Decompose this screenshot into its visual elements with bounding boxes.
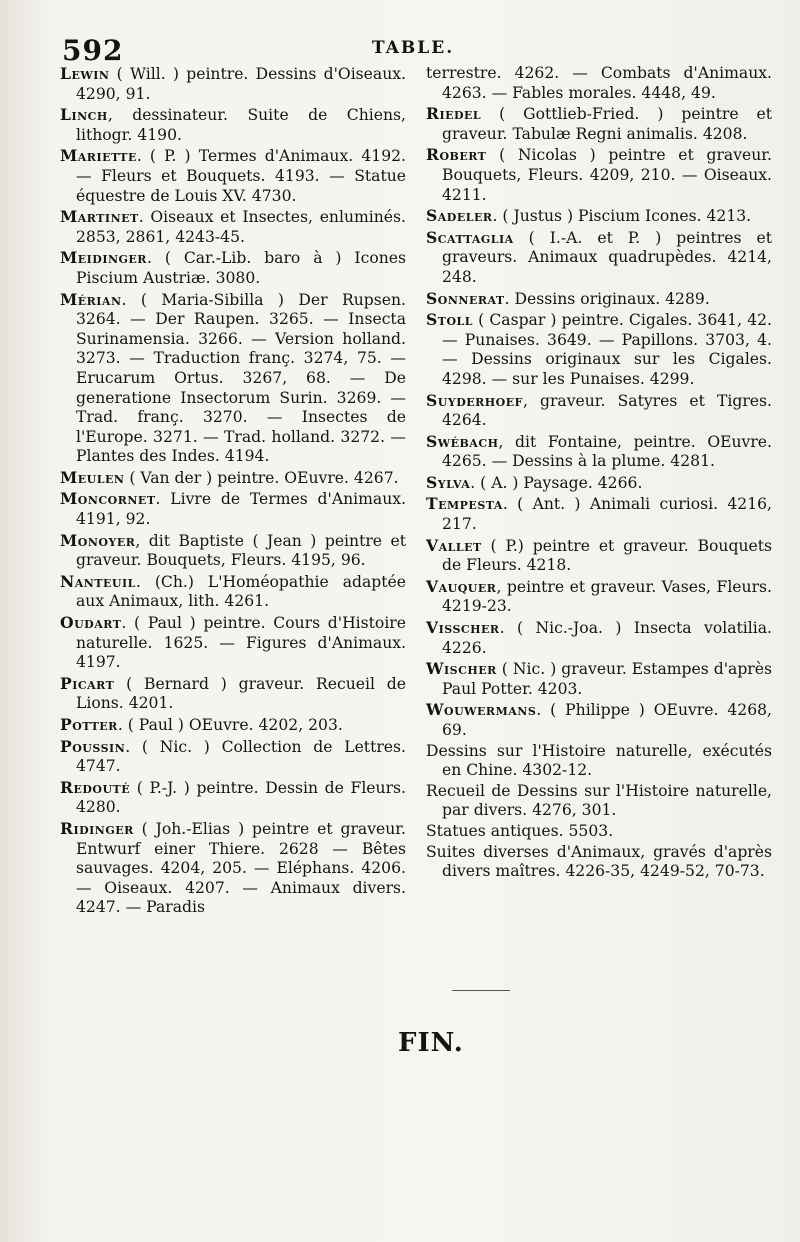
running-title: TABLE. [372, 38, 455, 58]
entry-name: Sonnerat [426, 288, 505, 308]
entry-text: ( Caspar ) peintre. Cigales. 3641, 42. — Punaises. 3649. — Papillons. 3703, 4. — Dessins originaux sur les Cigales. 4298. — sur les Punaises. 4299. [442, 311, 772, 388]
end-mark: FIN. [398, 1028, 464, 1058]
entry-name: Riedel [426, 104, 482, 124]
entry-name: Wouwermans [426, 700, 537, 720]
index-entry [60, 819, 406, 918]
index-entry [426, 432, 772, 472]
entry-name: Mariette [60, 146, 137, 166]
entry-text: ( Van der ) peintre. OEuvre. 4267. [124, 468, 399, 487]
index-entry [60, 207, 406, 247]
entry-text: Dessins sur l'Histoire naturelle, exécutés en Chine. 4302-12. [426, 741, 772, 780]
entry-name: Swébach [426, 431, 499, 451]
entry-text: Recueil de Dessins sur l'Histoire naturelle, par divers. 4276, 301. [426, 781, 772, 820]
entry-text: . ( Nic.-Joa. ) Insecta volatilia. 4226. [442, 619, 772, 657]
entry-name: Vallet [426, 535, 482, 555]
entry-name: Potter [60, 715, 118, 734]
index-entry [60, 572, 406, 612]
entry-text: ( Will. ) peintre. Dessins d'Oiseaux. 4290, 91. [76, 65, 406, 103]
end-rule [452, 990, 510, 991]
entry-name: Oudart [60, 613, 122, 633]
page-number: 592 [62, 34, 124, 67]
entry-text: ( I.-A. et P. ) peintres et graveurs. Animaux quadrupèdes. 4214, 248. [442, 228, 772, 286]
index-entry [426, 145, 772, 205]
entry-text: . ( Philippe ) OEuvre. 4268, 69. [442, 701, 772, 739]
index-entry [426, 742, 772, 781]
entry-text: . ( A. ) Paysage. 4266. [470, 473, 643, 492]
index-entry [426, 577, 772, 617]
index-entry [426, 536, 772, 576]
index-entry [426, 473, 772, 494]
entry-text: terrestre. 4262. — Combats d'Animaux. 4263. — Fables morales. 4448, 49. [426, 64, 772, 102]
entry-text: . Dessins originaux. 4289. [504, 289, 710, 308]
entry-name: Robert [426, 145, 487, 165]
entry-name: Mérian [60, 289, 122, 309]
index-entry [426, 822, 772, 842]
entry-name: Sylva [426, 472, 471, 492]
index-entry [60, 674, 406, 714]
entry-text: . Oiseaux et Insectes, enluminés. 2853, 2861, 4243-45. [76, 208, 406, 246]
index-entry [60, 715, 406, 736]
entry-text: , dit Baptiste ( Jean ) peintre et graveur. Bouquets, Fleurs. 4195, 96. [76, 531, 406, 570]
index-entry [426, 310, 772, 389]
entry-text: . ( Maria-Sibilla ) Der Rupsen. 3264. — Der Raupen. 3265. — Insecta Surinamensia. 3266. — Version holland. 3273. — Traduction franç. 3274, 75. — Erucarum Ortus. 3267, 68. — De generatione Insectorum Surin. 3269. — Trad. franç. 3270. — Insectes de l'Europe. 3271. — Trad. holland. 3272. — Plantes des Indes. 4194. [76, 290, 406, 466]
index-entry [60, 105, 406, 145]
index-entry [426, 494, 772, 534]
entry-text: . ( P. ) Termes d'Animaux. 4192. — Fleurs et Bouquets. 4193. — Statue équestre de Louis XV. 4730. [76, 147, 406, 205]
index-entry [60, 248, 406, 288]
entry-text: Suites diverses d'Animaux, gravés d'après divers maîtres. 4226-35, 4249-52, 70-73. [426, 842, 772, 881]
entry-text: . ( Nic. ) Collection de Lettres. 4747. [76, 737, 406, 776]
entry-text: ( Bernard ) graveur. Recueil de Lions. 4201. [76, 674, 406, 713]
entry-name: Martinet [60, 207, 139, 227]
entry-text: . (Ch.) L'Homéopathie adaptée aux Animaux, lith. 4261. [76, 572, 406, 611]
entry-text: ( P.) peintre et graveur. Bouquets de Fleurs. 4218. [442, 536, 772, 575]
entry-text: Statues antiques. 5503. [426, 821, 614, 840]
index-entry [426, 659, 772, 699]
index-entry [60, 613, 406, 673]
index-entry [426, 289, 772, 310]
index-entry [60, 737, 406, 777]
entry-text: , graveur. Satyres et Tigres. 4264. [442, 391, 772, 430]
entry-text: ( P.-J. ) peintre. Dessin de Fleurs. 4280. [76, 778, 406, 817]
entry-text: , dit Fontaine, peintre. OEuvre. 4265. — Dessins à la plume. 4281. [442, 432, 772, 471]
entry-text: . ( Paul ) OEuvre. 4202, 203. [117, 716, 343, 734]
entry-text: ( Nic. ) graveur. Estampes d'après Paul Potter. 4203. [442, 660, 772, 698]
entry-name: Moncornet [60, 489, 156, 509]
entry-text: ( Nicolas ) peintre et graveur. Bouquets, Fleurs. 4209, 210. — Oiseaux. 4211. [442, 146, 772, 204]
index-entry [426, 700, 772, 740]
entry-name: Redouté [60, 777, 131, 797]
index-entry [426, 228, 772, 288]
entry-name: Vauquer [426, 576, 497, 596]
index-entry [426, 206, 772, 227]
entry-name: Visscher [426, 618, 500, 638]
entry-name: Picart [60, 673, 115, 693]
entry-name: Sadeler [426, 206, 493, 226]
entry-name: Tempesta [426, 494, 503, 514]
entry-name: Nanteuil [60, 571, 136, 591]
index-entry [60, 468, 406, 489]
index-entry [426, 843, 772, 882]
entry-text: . Livre de Termes d'Animaux. 4191, 92. [76, 490, 406, 529]
entry-name: Stoll [426, 310, 473, 330]
entry-name: Monoyer [60, 530, 136, 550]
index-entry [60, 489, 406, 529]
entry-text: ( Joh.-Elias ) peintre et graveur. Entwurf einer Thiere. 2628 — Bêtes sauvages. 4204, 205. — Eléphans. 4206. — Oiseaux. 4207. — Animaux divers. 4247. — Paradis [76, 819, 406, 917]
entry-name: Scattaglia [426, 227, 514, 247]
index-entry [426, 618, 772, 658]
right-column [426, 64, 772, 883]
entry-name: Poussin [60, 736, 126, 756]
entry-text: ( Gottlieb-Fried. ) peintre et graveur. Tabulæ Regni animalis. 4208. [442, 105, 772, 143]
entry-text: . ( Justus ) Piscium Icones. 4213. [492, 207, 752, 226]
entry-name: Meidinger [60, 248, 147, 268]
entry-name: Meulen [60, 467, 125, 487]
index-entry [426, 104, 772, 144]
entry-text: . ( Car.-Lib. baro à ) Icones Piscium Austriæ. 3080. [76, 249, 406, 287]
entry-name: Linch [60, 105, 108, 125]
entry-text: , dessinateur. Suite de Chiens, lithogr. 4190. [76, 106, 406, 144]
index-entry [426, 391, 772, 431]
entry-text: , peintre et graveur. Vases, Fleurs. 4219-23. [442, 577, 772, 616]
index-entry [426, 782, 772, 821]
entry-text: . ( Ant. ) Animali curiosi. 4216, 217. [442, 495, 772, 534]
index-entry [60, 64, 406, 104]
index-entry [60, 531, 406, 571]
index-entry [60, 290, 406, 467]
entry-text: . ( Paul ) peintre. Cours d'Histoire naturelle. 1625. — Figures d'Animaux. 4197. [76, 614, 406, 672]
entry-name: Lewin [60, 64, 110, 83]
entry-name: Ridinger [60, 818, 134, 838]
entry-name: Wischer [426, 659, 497, 679]
index-entry [426, 64, 772, 103]
left-column [60, 64, 406, 919]
index-entry [60, 146, 406, 206]
entry-name: Suyderhoef [426, 390, 523, 410]
index-entry [60, 778, 406, 818]
